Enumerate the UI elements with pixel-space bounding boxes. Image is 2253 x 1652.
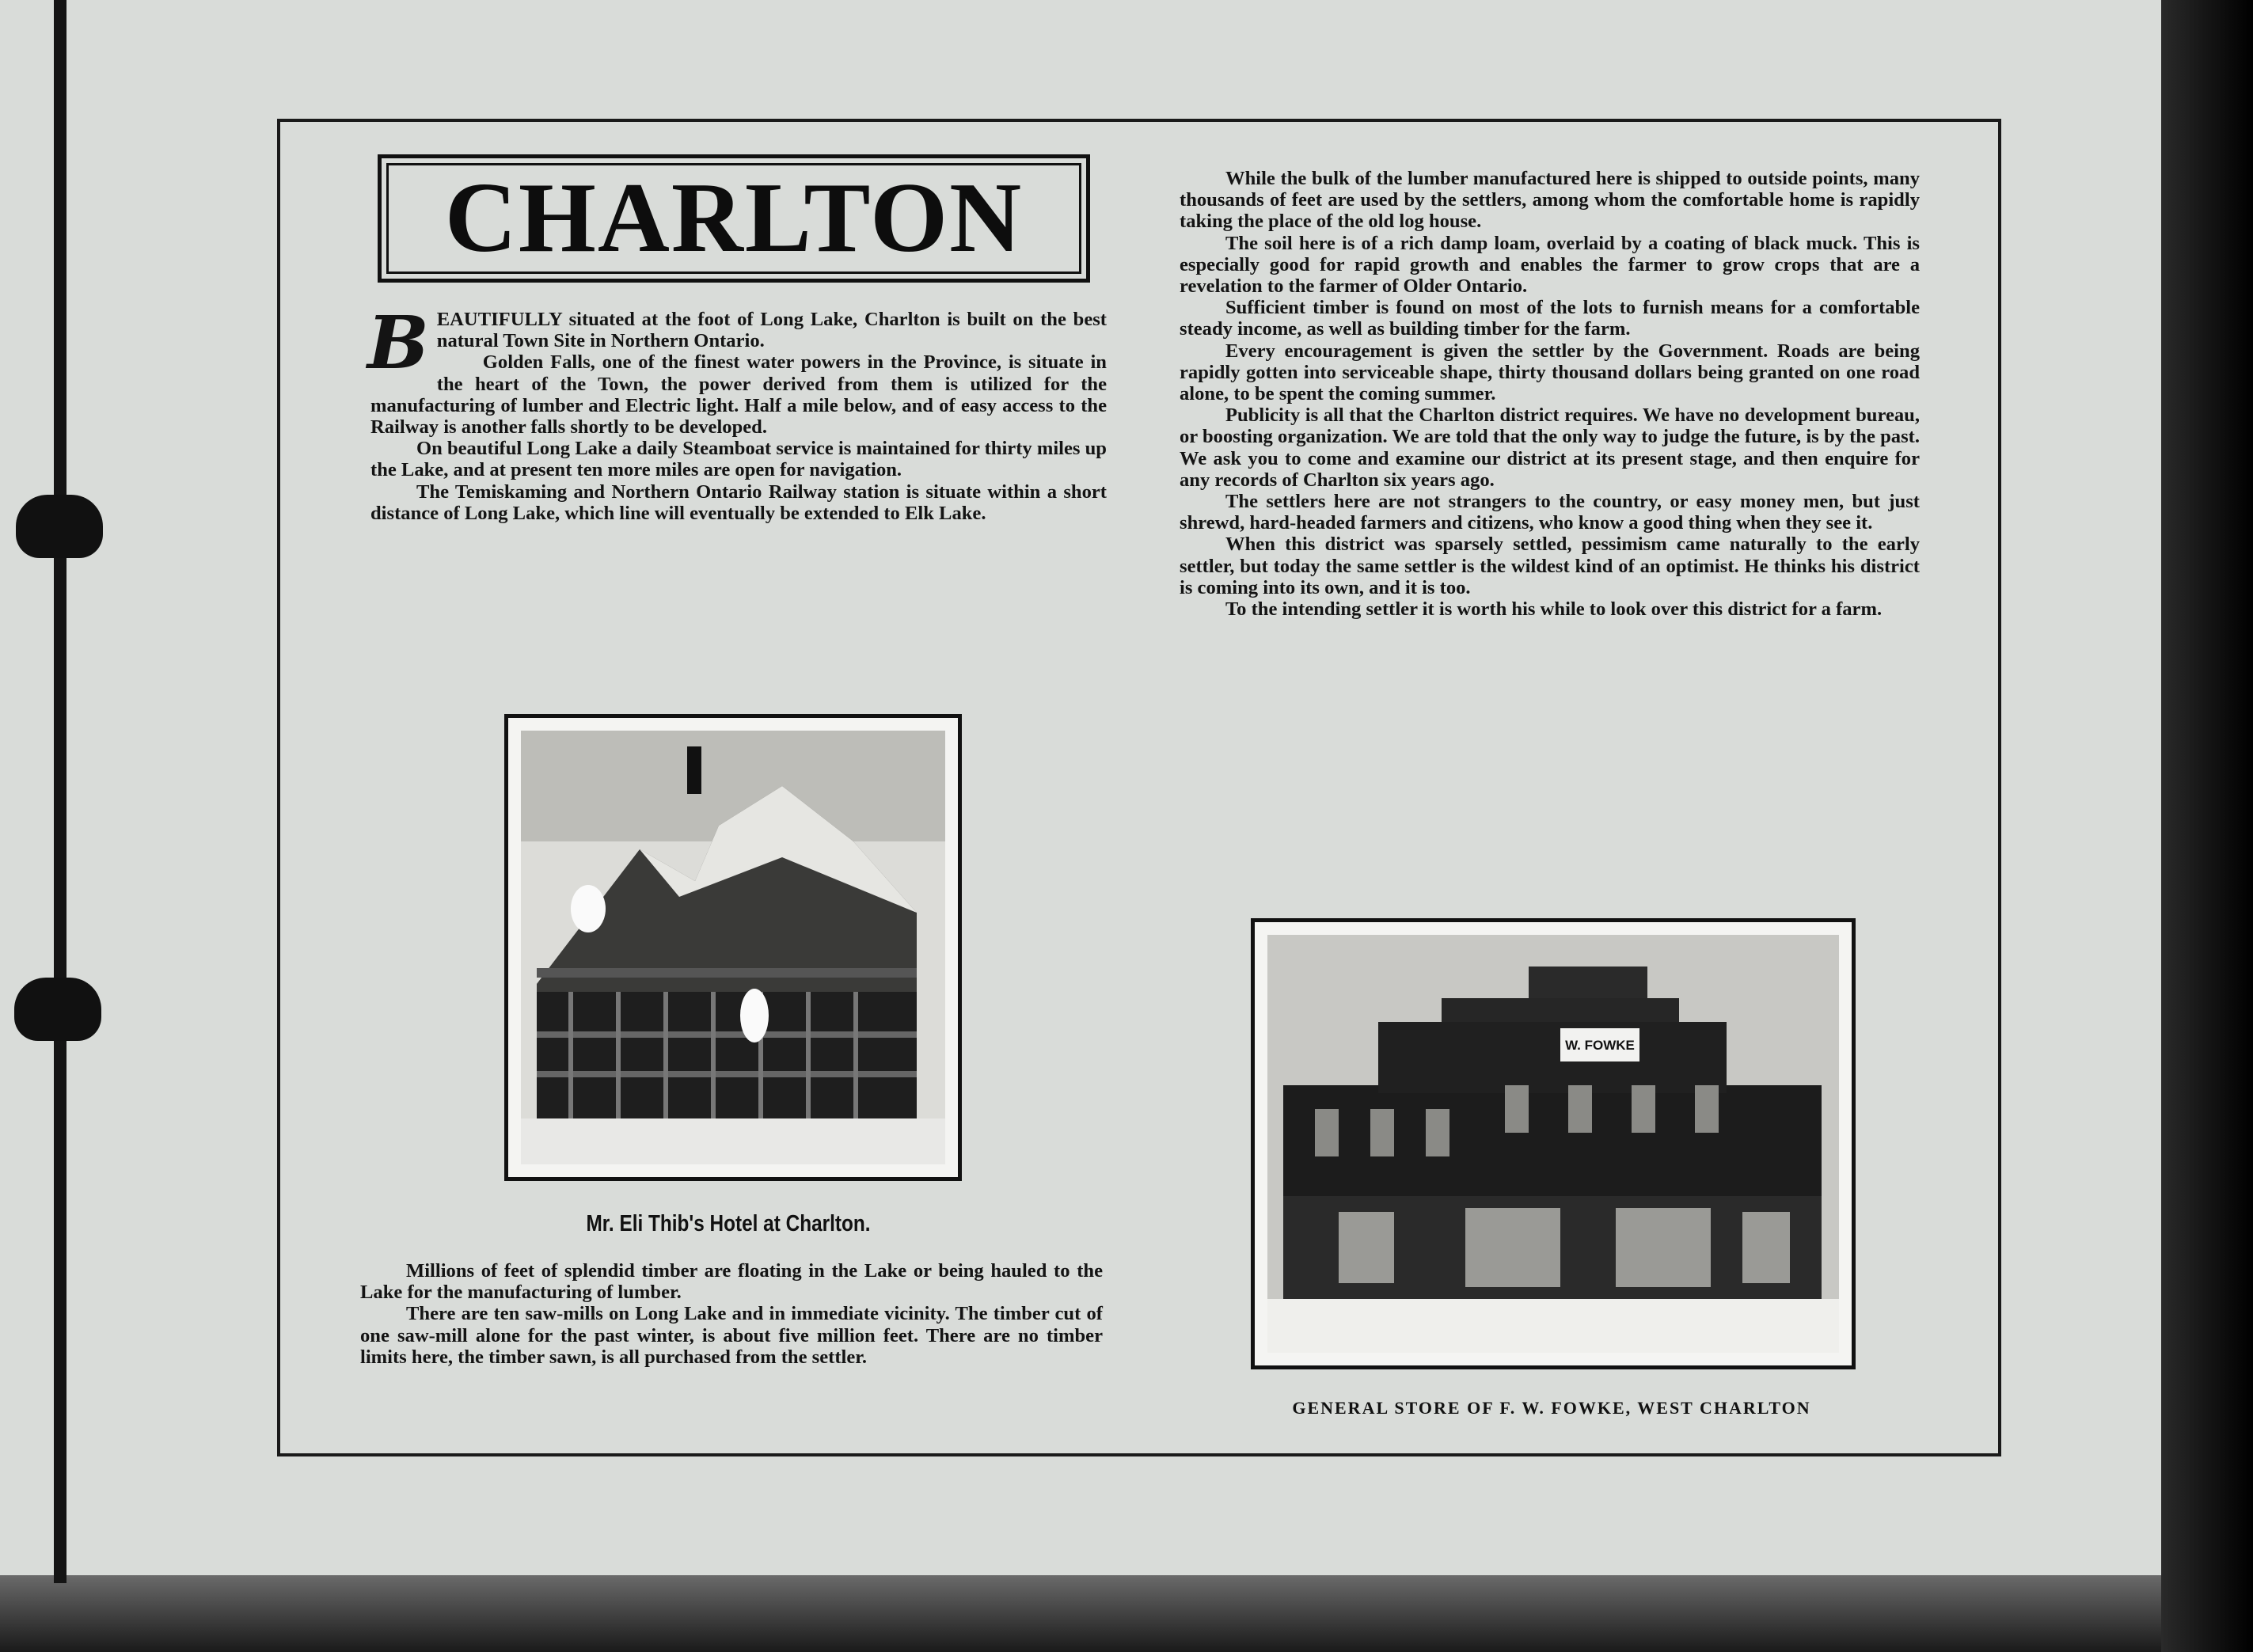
paragraph: When this district was sparsely settled, pessimism came naturally to the early settler, but today the same settler is the wildest kind of an optimist. He thinks his district is coming into its own, and it is too.	[1180, 534, 1920, 598]
left-column-bottom	[360, 1260, 1103, 1368]
store-image	[1267, 935, 1839, 1353]
binding-line	[54, 0, 66, 1583]
intro-paragraph	[367, 300, 1107, 385]
binding-clip	[16, 495, 103, 558]
intro-text: EAUTIFULLY situated at the foot of Long Lake, Charlton is built on the best natural Town Site in Northern Ontario.	[436, 309, 1107, 352]
paragraph: The soil here is of a rich damp loam, overlaid by a coating of black muck. This is especially good for rapid growth and enables the farmer to grow crops that are a revelation to the farmer of Older Ontario.	[1180, 232, 1920, 298]
binding-clip	[14, 978, 101, 1041]
scan-bottom-edge	[0, 1575, 2253, 1652]
left-column-top	[367, 300, 1107, 524]
store-photo	[1251, 918, 1856, 1369]
title-box	[378, 154, 1090, 283]
paragraph: To the intending settler it is worth his while to look over this district for a farm.	[1225, 598, 1883, 621]
store-caption: GENERAL STORE OF F. W. FOWKE, WEST CHARLTON	[1292, 1398, 1811, 1418]
paragraph: Sufficient timber is found on most of the lots to furnish means for a comfortable steady income, as well as building timber for the farm.	[1180, 297, 1920, 340]
paragraph: Golden Falls, one of the finest water powers in the Province, is situate in the heart of the Town, the power derived from them is utilized for the manufacturing of lumber and Electric light. Half a mile below, and of easy access to the Railway is another falls shortly to be developed.	[370, 351, 1107, 439]
page-title: CHARLTON	[444, 163, 1024, 273]
hotel-photo	[504, 714, 962, 1181]
paragraph: There are ten saw-mills on Long Lake and in immediate vicinity. The timber cut of one saw-mill alone for the past winter, is about five million feet. There are no timber limits here, the timber sawn, is all purchased from the settler.	[360, 1303, 1103, 1368]
drop-cap: B	[367, 300, 429, 385]
paragraph: Millions of feet of splendid timber are floating in the Lake or being hauled to the Lake for the manufacturing of lumber.	[360, 1260, 1103, 1304]
paragraph: Every encouragement is given the settler by the Government. Roads are being rapidly gotten into serviceable shape, thirty thousand dollars being granted on one road alone, to be spent the coming summer.	[1180, 340, 1920, 405]
hotel-image	[521, 731, 945, 1164]
paragraph: The Temiskaming and Northern Ontario Railway station is situate within a short distance of Long Lake, which line will eventually be extended to Elk Lake.	[370, 480, 1107, 524]
paragraph: On beautiful Long Lake a daily Steamboat service is maintained for thirty miles up the Lake, and at present ten more miles are open for navigation.	[370, 438, 1107, 481]
paragraph: While the bulk of the lumber manufactured here is shipped to outside points, many thousands of feet are used by the settlers, among whom the comfortable home is rapidly taking the place of the old log house.	[1180, 168, 1920, 233]
scan-right-edge	[2161, 0, 2253, 1652]
store-sign: W. FOWKE	[1565, 1038, 1635, 1053]
paragraph: Publicity is all that the Charlton district requires. We have no development bureau, or boosting organization. We are told that the only way to judge the future, is by the past. We ask you to come and examine our district at its present stage, and then enquire for any records of Charlton six years ago.	[1180, 404, 1920, 491]
paragraph: The settlers here are not strangers to the country, or easy money men, but just shrewd, hard-headed farmers and citizens, who know a good thing when they see it.	[1180, 491, 1920, 534]
right-column	[1180, 168, 1920, 620]
hotel-caption: Mr. Eli Thib's Hotel at Charlton.	[586, 1211, 871, 1236]
